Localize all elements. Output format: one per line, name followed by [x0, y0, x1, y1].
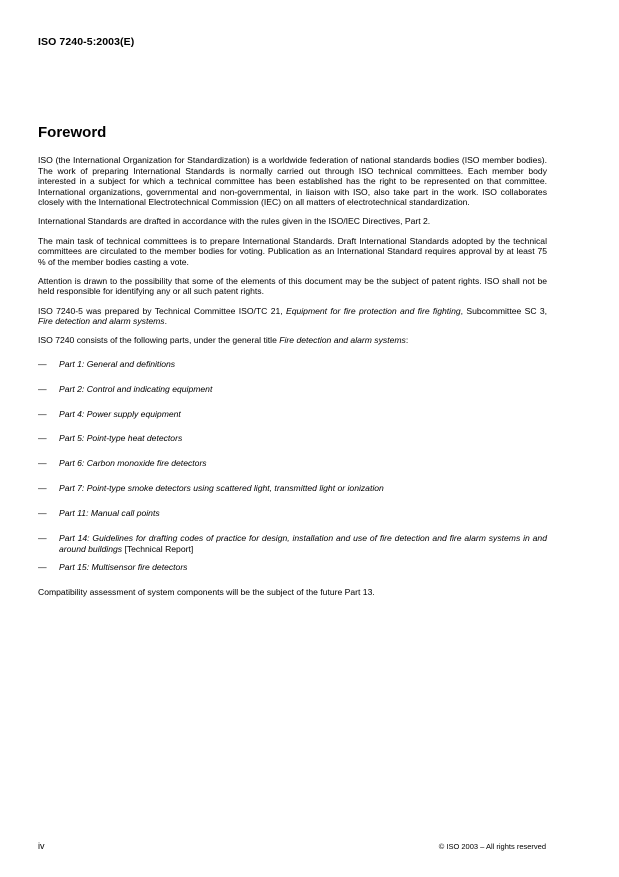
list-item: [38, 458, 547, 469]
paragraph-prepared-by: [38, 306, 547, 327]
text-run: .: [164, 316, 167, 327]
part-label: Part 2: Control and indicating equipment: [59, 383, 213, 394]
dash-bullet: —: [38, 483, 47, 494]
list-item: [38, 433, 547, 444]
document-id-header: ISO 7240-5:2003(E): [38, 36, 135, 48]
list-item: [38, 483, 547, 494]
italic-subcommittee-title: Fire detection and alarm systems: [38, 316, 165, 327]
text-run: , Subcommittee SC 3,: [460, 305, 548, 316]
dash-bullet: —: [38, 533, 47, 544]
part-label: Part 15: Multisensor fire detectors: [59, 562, 188, 573]
list-item: [38, 359, 547, 370]
part-label: Part 5: Point-type heat detectors: [59, 433, 183, 444]
paragraph-directives: International Standards are drafted in accordance with the rules given in the ISO/IEC Directives, Part 2.: [38, 216, 431, 227]
list-item: [38, 533, 547, 554]
dash-bullet: —: [38, 562, 47, 573]
paragraph-iso-intro: ISO (the International Organization for Standardization) is a worldwide federation of national standards bodies (ISO member bodies). The work of preparing International Standards is normally carried out through ISO technical committees. Each member body interested in a subject for which a technical committee has been established has the right to be represented on that committee. International organizations, governmental and non-governmental, in liaison with ISO, also take part in the work. ISO collaborates closely with the International Electrotechnical Commission (IEC) on all matters of electrotechnical standardization.: [38, 155, 547, 208]
part-label: Part 14: Guidelines for drafting codes of practice for design, installation and use of fire detection and fire alarm systems in and around buildings: [59, 533, 547, 554]
dash-bullet: —: [38, 433, 47, 444]
dash-bullet: —: [38, 383, 47, 394]
list-item: [38, 508, 547, 519]
dash-bullet: —: [38, 508, 47, 519]
page-number: iv: [38, 841, 45, 851]
italic-general-title: Fire detection and alarm systems: [279, 335, 406, 346]
text-run: ISO 7240 consists of the following parts, under the general title: [38, 335, 280, 346]
paragraph-patent-rights: Attention is drawn to the possibility that some of the elements of this document may be the subject of patent rights. ISO shall not be held responsible for identifying any or all such patent rights.: [38, 275, 547, 297]
text-run: ISO 7240-5 was prepared by Technical Committee ISO/TC 21,: [38, 305, 286, 316]
part-label: Part 1: General and definitions: [59, 358, 176, 369]
dash-bullet: —: [38, 358, 47, 369]
part-label: Part 11: Manual call points: [59, 508, 160, 519]
list-item: [38, 384, 547, 395]
copyright-notice: © ISO 2003 – All rights reserved: [438, 842, 546, 851]
dash-bullet: —: [38, 458, 47, 469]
paragraph-parts-intro: [38, 335, 547, 346]
part-label: Part 6: Carbon monoxide fire detectors: [59, 458, 207, 469]
paragraph-future-part: Compatibility assessment of system components will be the subject of the future Part 13.: [38, 587, 375, 598]
technical-report-note: [Technical Report]: [122, 543, 194, 554]
text-run: :: [405, 335, 409, 346]
dash-bullet: —: [38, 408, 47, 419]
list-item: [38, 409, 547, 420]
part-label: Part 4: Power supply equipment: [59, 408, 181, 419]
italic-committee-title: Equipment for fire protection and fire fighting: [285, 305, 461, 316]
part-label: Part 7: Point-type smoke detectors using scattered light, transmitted light or ionization: [59, 483, 384, 494]
page-title: Foreword: [38, 124, 107, 141]
paragraph-technical-committees: The main task of technical committees is to prepare International Standards. Draft International Standards adopted by the technical committees are circulated to the member bodies for voting. Publication as an International Standard requires approval by at least 75 % of the member bodies casting a vote.: [38, 235, 547, 267]
foreword-body: [38, 155, 547, 606]
parts-list: [38, 359, 547, 573]
list-item: [38, 562, 547, 573]
